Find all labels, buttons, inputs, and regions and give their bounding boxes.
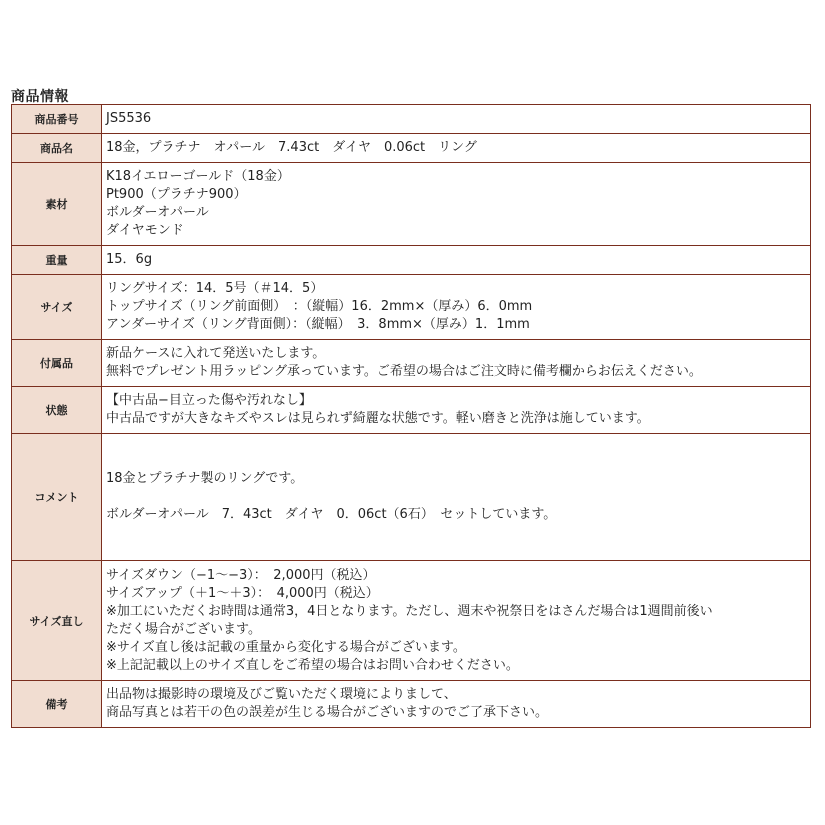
resize-line: サイズアップ（＋1〜＋3）： 4,000円（税込） (106, 585, 379, 601)
material-line: ボルダーオパール (106, 205, 209, 220)
row-size (12, 275, 811, 340)
notes-line: 商品写真とは若干の色の誤差が生じる場合がございますのでご了承下さい。 (106, 705, 549, 720)
row-condition (12, 387, 811, 434)
value-product-name: 18金，プラチナ オパール 7.43ct ダイヤ 0.06ct リング (102, 134, 811, 163)
value-material (102, 163, 811, 246)
material-line: Pt900（プラチナ900） (106, 187, 247, 202)
resize-line: ※上記記載以上のサイズ直しをご希望の場合はお問い合わせください。 (106, 657, 519, 673)
comment-line: ボルダーオパール 7．43ct ダイヤ 0．06ct（6石） セットしています。 (106, 507, 557, 522)
value-accessories (102, 340, 811, 387)
section-title: 商品情報 (11, 89, 69, 105)
label-material: 素材 (12, 163, 102, 246)
value-resize (102, 561, 811, 681)
row-product-name (12, 134, 811, 163)
notes-line: 出品物は撮影時の環境及びご覧いただく環境によりまして、 (106, 687, 457, 702)
row-product-number (12, 105, 811, 134)
accessories-line: 新品ケースに入れて発送いたします。 (106, 346, 326, 361)
row-notes (12, 681, 811, 728)
row-accessories (12, 340, 811, 387)
comment-line: 18金とプラチナ製のリングです。 (106, 471, 304, 486)
row-weight (12, 246, 811, 275)
row-resize (12, 561, 811, 681)
value-comment (102, 434, 811, 561)
row-material (12, 163, 811, 246)
resize-line: ただく場合がございます。 (106, 621, 261, 637)
value-condition (102, 387, 811, 434)
resize-line: サイズダウン（−1〜−3）： 2,000円（税込） (106, 567, 376, 583)
condition-line: 【中古品−目立った傷や汚れなし】 (106, 393, 312, 408)
label-product-number: 商品番号 (12, 105, 102, 134)
label-resize: サイズ直し (12, 561, 102, 681)
value-product-number: JS5536 (102, 105, 811, 134)
label-size: サイズ (12, 275, 102, 340)
material-line: ダイヤモンド (106, 223, 184, 238)
label-condition: 状態 (12, 387, 102, 434)
accessories-line: 無料でプレゼント用ラッピング承っています。ご希望の場合はご注文時に備考欄からお伝えください。 (106, 364, 702, 379)
material-line: K18イエローゴールド（18金） (106, 169, 290, 184)
product-info-table (11, 104, 811, 728)
size-line: アンダーサイズ（リング背面側）：（縦幅） 3．8mm×（厚み）1．1mm (106, 317, 530, 332)
label-weight: 重量 (12, 246, 102, 275)
comment-spacer (106, 488, 806, 506)
condition-line: 中古品ですが大きなキズやスレは見られず綺麗な状態です。軽い磨きと洗浄は施しています。 (106, 411, 650, 426)
label-accessories: 付属品 (12, 340, 102, 387)
label-product-name: 商品名 (12, 134, 102, 163)
size-line: トップサイズ（リング前面側） ：（縦幅）16．2mm×（厚み）6．0mm (106, 299, 533, 314)
value-weight: 15．6g (102, 246, 811, 275)
resize-line: ※加工にいただくお時間は通常3，4日となります。ただし、週末や祝祭日をはさんだ場合は1週間前後い (106, 603, 713, 619)
label-notes: 備考 (12, 681, 102, 728)
resize-line: ※サイズ直し後は記載の重量から変化する場合がございます。 (106, 639, 466, 655)
row-comment (12, 434, 811, 561)
value-size (102, 275, 811, 340)
value-notes (102, 681, 811, 728)
label-comment: コメント (12, 434, 102, 561)
size-line: リングサイズ：14．5号（＃14．5） (106, 281, 324, 296)
